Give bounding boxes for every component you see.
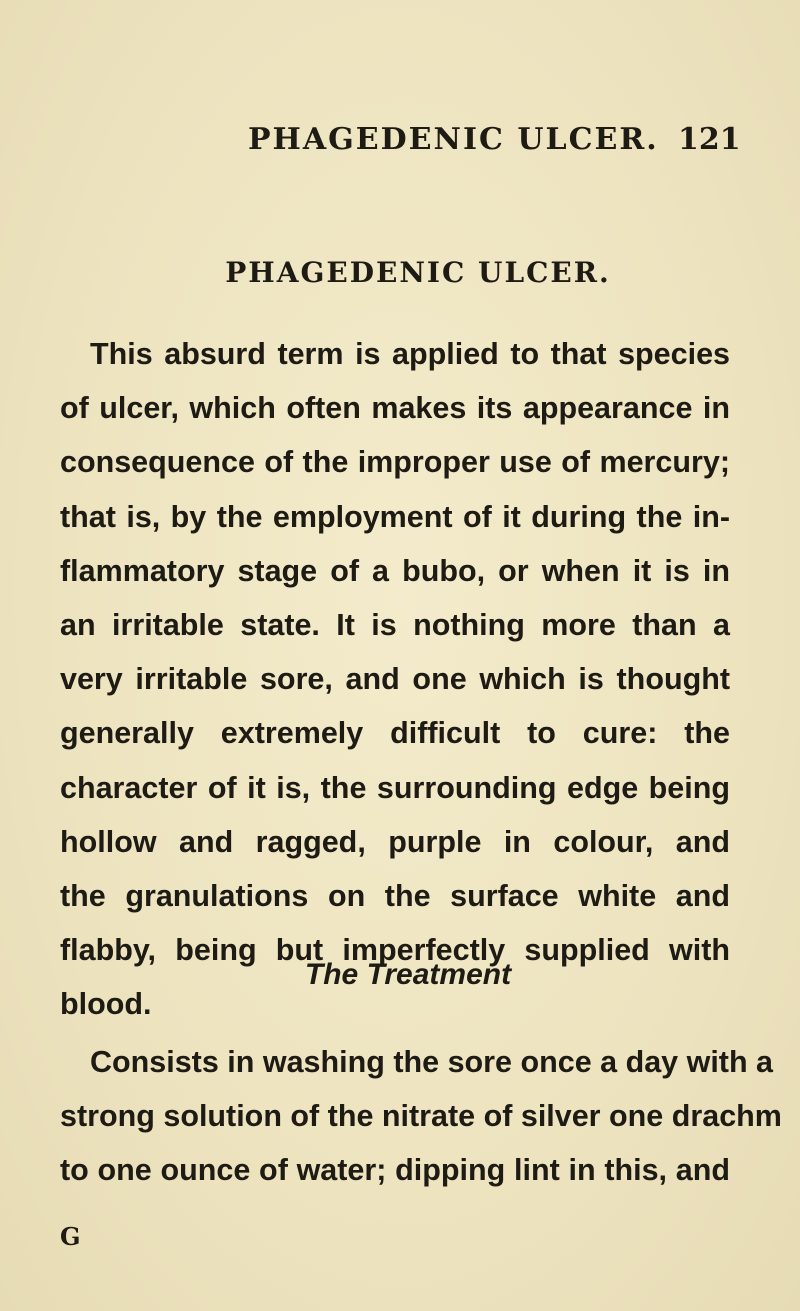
text-line: strong solution of the nitrate of silver one drachm bbox=[60, 1099, 782, 1134]
text-line: generally extremely difficult to cure: the bbox=[60, 716, 730, 751]
text-line: blood. bbox=[60, 987, 152, 1022]
signature-mark: G bbox=[60, 1222, 81, 1251]
running-head bbox=[248, 122, 741, 162]
section-heading: PHAGEDENIC ULCER. bbox=[225, 256, 611, 289]
text-line: consequence of the improper use of mercury; bbox=[60, 445, 730, 480]
text-line: the granulations on the surface white and bbox=[60, 878, 730, 913]
text-line: This absurd term is applied to that species bbox=[90, 337, 730, 371]
text-line: an irritable state. It is nothing more than a bbox=[60, 607, 730, 642]
text-line: Consists in washing the sore once a day with a bbox=[90, 1045, 774, 1079]
paragraph-1 bbox=[60, 327, 730, 1031]
page-number: 121 bbox=[678, 122, 741, 157]
running-head-title: PHAGEDENIC ULCER. bbox=[248, 122, 659, 157]
text-line: very irritable sore, and one which is thought bbox=[60, 662, 730, 697]
text-line: that is, by the employment of it during the in- bbox=[60, 499, 730, 534]
subheading-treatment: The Treatment bbox=[304, 958, 512, 991]
text-line: of ulcer, which often makes its appearance in bbox=[60, 391, 730, 426]
text-line: to one ounce of water; dipping lint in this, and bbox=[60, 1153, 730, 1188]
text-line: hollow and ragged, purple in colour, and bbox=[60, 824, 730, 859]
paragraph-2 bbox=[60, 1035, 782, 1198]
text-line: flabby, being but imperfectly supplied with bbox=[60, 933, 730, 968]
text-line: flammatory stage of a bubo, or when it is in bbox=[60, 553, 730, 588]
text-line: character of it is, the surrounding edge being bbox=[60, 770, 730, 805]
